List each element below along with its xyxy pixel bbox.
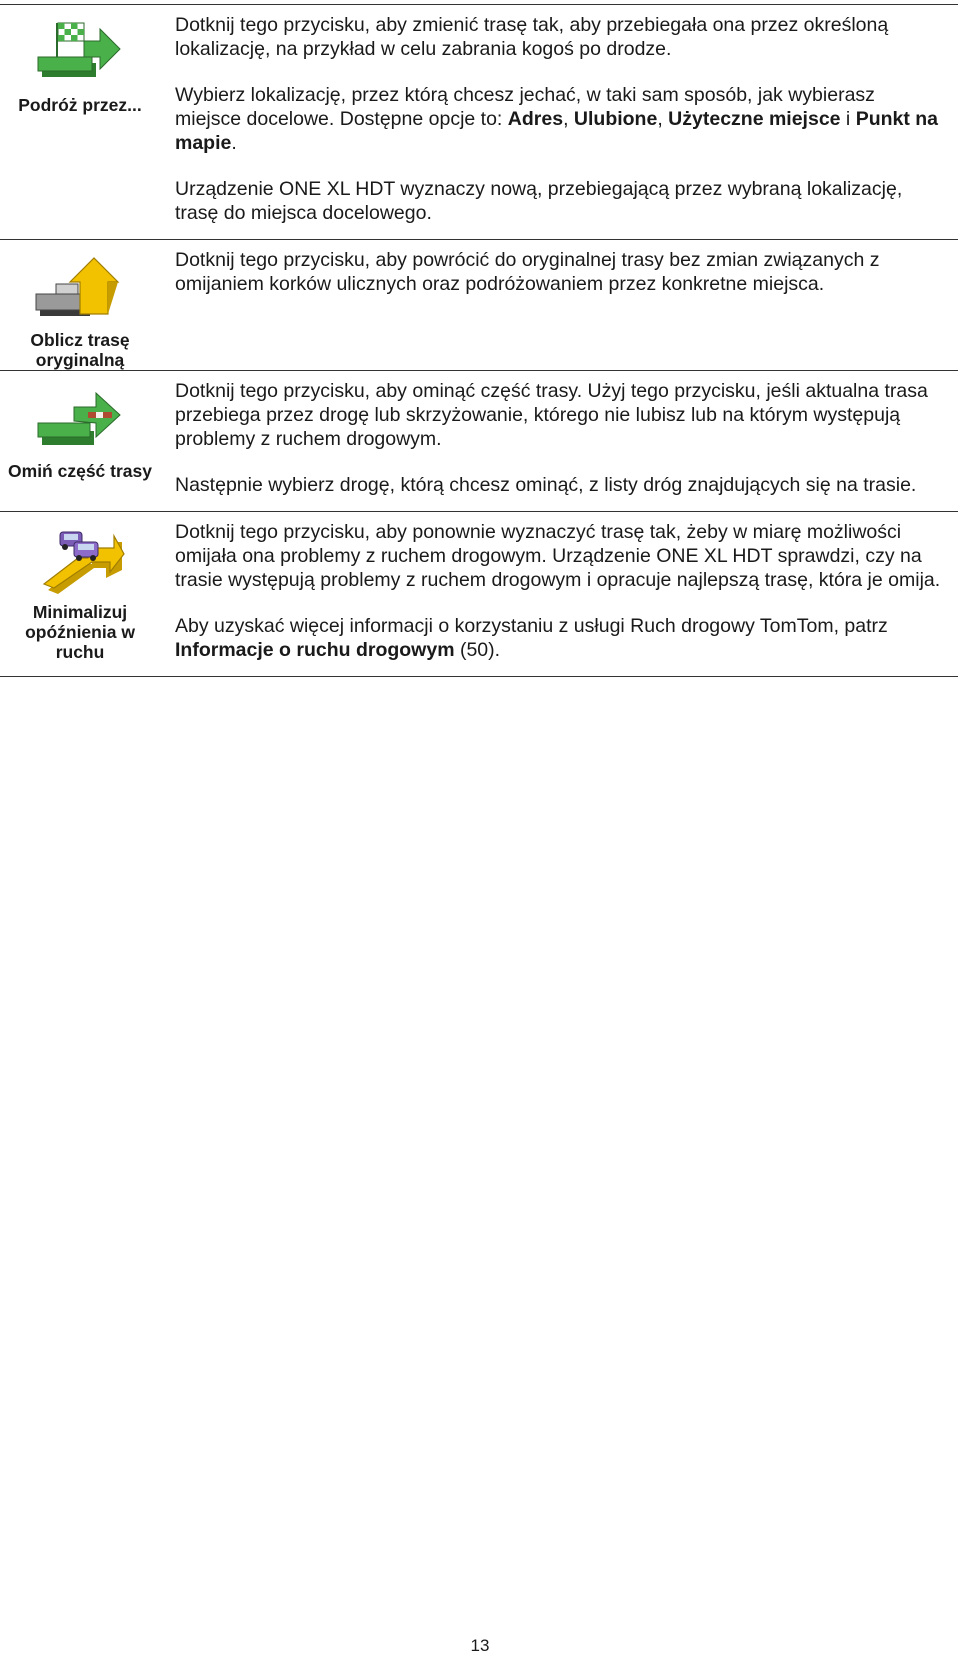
table-row-minimize-delays [0, 512, 958, 677]
minimize-traffic-delays-label: Minimalizuj opóźnienia w ruchu [25, 602, 135, 662]
paragraph: Urządzenie ONE XL HDT wyznaczy nową, przebiegającą przez wybraną lokalizację, trasę do miejsca docelowego. [175, 178, 903, 224]
page-number: 13 [470, 1636, 490, 1655]
table-row-recalculate-original [0, 240, 958, 371]
paragraph: Dotknij tego przycisku, aby powrócić do oryginalnej trasy bez zmian związanych z omijaniem korków ulicznych oraz podróżowaniem przez konkretne miejsca. [175, 249, 880, 295]
recalculate-original-button[interactable] [0, 240, 160, 370]
paragraph: Następnie wybierz drogę, którą chcesz ominąć, z listy dróg znajdujących się na trasie. [175, 474, 917, 496]
table-row-avoid-part [0, 371, 958, 512]
paragraph: Aby uzyskać więcej informacji o korzystaniu z usługi Ruch drogowy TomTom, patrz Informacje o ruchu drogowym (50). [175, 615, 888, 661]
travel-via-label: Podróż przez... [18, 95, 142, 115]
avoid-part-of-route-label: Omiń część trasy [8, 461, 152, 481]
travel-via-button[interactable] [0, 5, 160, 239]
recalculate-original-icon [34, 254, 126, 324]
minimize-traffic-delays-description [160, 512, 958, 676]
minimize-traffic-delays-button[interactable] [0, 512, 160, 676]
paragraph: Dotknij tego przycisku, aby zmienić trasę tak, aby przebiegała ona przez określoną lokalizację, na przykład w celu zabrania kogoś po drodze. [175, 14, 889, 60]
paragraph: Dotknij tego przycisku, aby ominąć część trasy. Użyj tego przycisku, jeśli aktualna trasa przebiega przez drogę lub skrzyżowanie, którego nie lubisz lub na którym występują problemy z ruchem drogowym. [175, 380, 928, 450]
paragraph: Wybierz lokalizację, przez którą chcesz jechać, w taki sam sposób, jak wybierasz miejsce docelowe. Dostępne opcje to: Adres, Ulubione, Użyteczne miejsce i Punkt na mapie. [175, 84, 939, 154]
table-row-travel-via [0, 5, 958, 240]
travel-via-icon [34, 19, 126, 89]
avoid-part-of-route-button[interactable] [0, 371, 160, 511]
paragraph: Dotknij tego przycisku, aby ponownie wyznaczyć trasę tak, żeby w miarę możliwości omijała ona problemy z ruchem drogowym. Urządzenie ONE XL HDT sprawdzi, czy na trasie występują problemy z ruchem drogowym i opracuje najlepszą trasę, która je omija. [175, 521, 941, 591]
avoid-part-of-route-icon [34, 385, 126, 455]
avoid-part-of-route-description [160, 371, 958, 511]
options-table [0, 4, 958, 677]
recalculate-original-description [160, 240, 958, 370]
recalculate-original-label: Oblicz trasę oryginalną [30, 330, 130, 370]
minimize-traffic-delays-icon [34, 526, 126, 596]
travel-via-description [160, 5, 958, 239]
